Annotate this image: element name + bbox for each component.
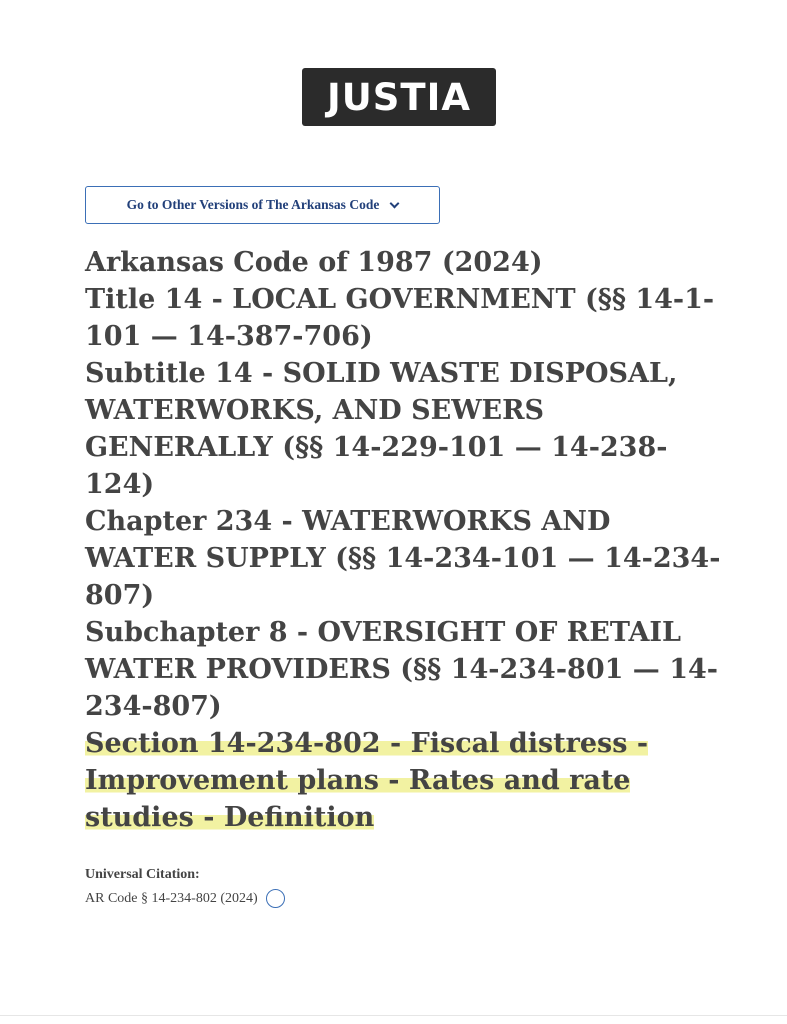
citation-row [85, 889, 285, 908]
copy-circle-icon[interactable] [266, 889, 285, 908]
divider [0, 1015, 787, 1016]
subtitle-heading: Subtitle 14 - SOLID WASTE DISPOSAL, WATERWORKS, AND SEWERS GENERALLY (§§ 14-229-101 — 14-238-124) [85, 358, 678, 500]
logo-text: JUSTIA [326, 75, 472, 119]
title-heading: Title 14 - LOCAL GOVERNMENT (§§ 14-1-101 — 14-387-706) [85, 284, 715, 352]
subchapter-heading: Subchapter 8 - OVERSIGHT OF RETAIL WATER PROVIDERS (§§ 14-234-801 — 14-234-807) [85, 617, 718, 722]
other-versions-button[interactable] [85, 186, 440, 224]
chevron-down-icon [390, 198, 400, 208]
code-heading: Arkansas Code of 1987 (2024) [85, 247, 543, 278]
universal-citation-label: Universal Citation: [85, 867, 200, 882]
citation-text: AR Code § 14-234-802 (2024) [85, 890, 258, 906]
chapter-heading: Chapter 234 - WATERWORKS AND WATER SUPPLY (§§ 14-234-101 — 14-234-807) [85, 506, 721, 611]
justia-logo[interactable] [302, 68, 496, 126]
page-heading [85, 244, 725, 836]
other-versions-label: Go to Other Versions of The Arkansas Code [126, 197, 380, 212]
section-heading: Section 14-234-802 - Fiscal distress - Improvement plans - Rates and rate studies - Definition [85, 728, 649, 833]
